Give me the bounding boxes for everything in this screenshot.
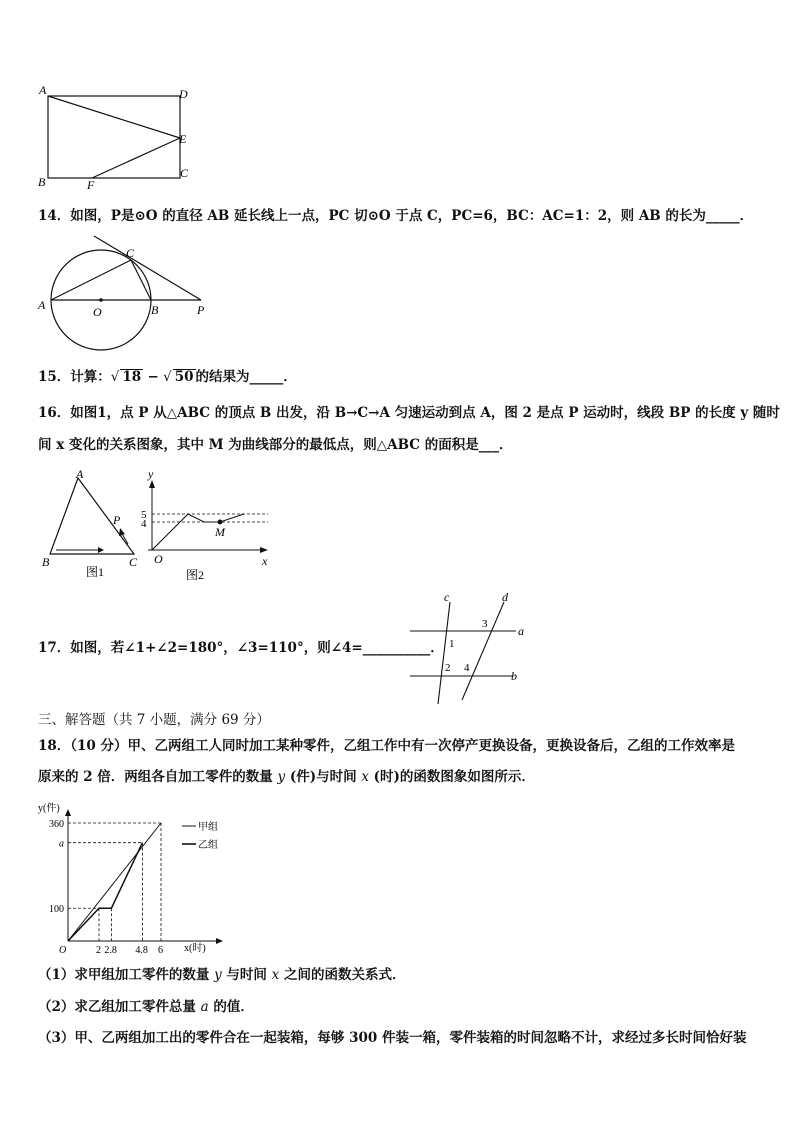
label-b: B — [151, 303, 159, 317]
y-tick-label: 360 — [49, 819, 64, 830]
caption-fig1: 图1 — [86, 565, 105, 579]
y-tick-label: 100 — [49, 904, 64, 916]
y-axis-arrow — [149, 480, 155, 488]
figure-16-2-graph — [138, 462, 278, 586]
segment-fe — [92, 138, 180, 178]
angle-4: 4 — [464, 662, 470, 674]
section-3-heading: 三、解答题（共 7 小题，满分 69 分） — [38, 712, 270, 728]
y-axis-label: y(件) — [38, 803, 60, 814]
minus-sign: − — [147, 369, 159, 385]
label-x: x — [262, 554, 268, 568]
segment-ac — [51, 260, 131, 300]
point-m — [218, 520, 223, 525]
label-a: a — [518, 624, 524, 638]
arrow-ca-head — [119, 528, 125, 536]
label-d: d — [502, 590, 508, 604]
question-16-line2: 间 x 变化的关系图象，其中 M 为曲线部分的最低点，则△ABC 的面积是___． — [38, 437, 513, 453]
question-16-line1: 16．如图1，点 P 从△ABC 的顶点 B 出发，沿 B→C→A 匀速运动到点 A，图 2 是点 P 运动时，线段 BP 的长度 y 随时 — [38, 405, 780, 421]
segment-bc — [131, 260, 151, 300]
question-18-line2 — [38, 766, 535, 788]
y-axis-arrow — [65, 809, 71, 816]
label-c: C — [129, 555, 138, 569]
angle-2: 2 — [445, 662, 451, 674]
q15-suffix: 的结果为_____． — [195, 369, 297, 385]
label-p: P — [197, 303, 205, 317]
label-e: E — [179, 132, 187, 146]
label-p: P — [113, 513, 121, 527]
label-m: M — [215, 525, 225, 539]
question-18-line1: 18．（10 分）甲、乙两组工人同时加工某种零件，乙组工作中有一次停产更换设备，更换设备后，乙组的工作效率是 — [38, 738, 736, 754]
series-line-jia — [68, 823, 161, 941]
label-d: D — [179, 87, 188, 101]
question-14: 14．如图，P是⊙O 的直径 AB 延长线上一点，PC 切⊙O 于点 C，PC=6，BC：AC=1：2，则 AB 的长为_____． — [38, 208, 754, 224]
line-d — [462, 602, 504, 700]
tick-5: 5 — [141, 509, 147, 521]
label-b: B — [42, 555, 50, 569]
sub1-text-c: 之间的函数关系式． — [279, 967, 406, 983]
rectangle-abcd — [48, 96, 180, 178]
segment-ae — [48, 96, 180, 138]
caption-fig2: 图2 — [186, 568, 205, 582]
sub2-text-a: （2）求乙组加工零件总量 — [38, 999, 201, 1015]
x-tick-label: 4.8 — [135, 945, 148, 956]
arrow-bc-head — [98, 547, 104, 553]
radicand-2: 50 — [174, 369, 194, 385]
sub2-var-a: a — [200, 999, 209, 1015]
var-x: x — [361, 769, 369, 785]
legend-label: 甲组 — [198, 822, 218, 833]
figure-rectangle — [36, 82, 206, 194]
figure-17-parallel-lines — [404, 588, 538, 710]
q18-text-c: (时)的函数图象如图所示． — [368, 769, 535, 785]
figure-16-1-triangle — [36, 466, 146, 584]
y-tick-label: a — [59, 838, 64, 850]
radicand-1: 18 — [122, 369, 142, 385]
label-c: C — [180, 166, 189, 180]
question-17: 17．如图，若∠1+∠2=180°，∠3=110°，则∠4=__________． — [38, 640, 444, 656]
x-tick-label: 2.8 — [104, 945, 117, 956]
label-y: y — [148, 467, 154, 481]
x-axis-arrow — [216, 938, 223, 944]
question-18-sub2 — [38, 996, 254, 1018]
chart-18 — [30, 800, 230, 958]
question-15: 15．计算：√ 18 − √ 50 的结果为_____． — [38, 369, 297, 385]
label-c: c — [444, 590, 450, 604]
q18-text-b: (件)与时间 — [285, 769, 362, 785]
label-a: A — [38, 298, 46, 312]
label-a: A — [76, 467, 84, 481]
x-axis-label: x(时) — [184, 943, 206, 954]
sub2-text-b: 的值． — [208, 999, 254, 1015]
label-o: O — [154, 552, 163, 566]
label-a: A — [39, 83, 47, 97]
graph-curve — [152, 514, 244, 550]
question-18-sub1 — [38, 964, 405, 986]
x-tick-label: 2 — [96, 945, 101, 956]
label-c: C — [126, 246, 135, 260]
x-tick-label: 6 — [158, 945, 163, 956]
label-f: F — [87, 178, 95, 192]
var-y: y — [277, 769, 286, 785]
sub1-text-a: （1）求甲组加工零件的数量 — [38, 967, 215, 983]
question-18-sub3: （3）甲、乙两组加工出的零件合在一起装箱，每够 300 件装一箱，零件装箱的时间忽略不计，求经过多长时间恰好装 — [38, 1030, 747, 1046]
x-tick-label: O — [59, 945, 67, 956]
tangent-pc — [94, 236, 201, 300]
sub1-var-x: x — [271, 967, 280, 983]
q18-text-a: 原来的 2 倍．两组各自加工零件的数量 — [38, 769, 278, 785]
angle-3: 3 — [482, 618, 488, 630]
q15-prefix: 15．计算： — [38, 369, 111, 385]
x-axis-arrow — [260, 547, 268, 553]
label-o: O — [93, 305, 102, 319]
line-c — [438, 602, 450, 704]
figure-circle-tangent — [34, 230, 224, 358]
triangle-abc — [50, 478, 134, 554]
angle-1: 1 — [449, 638, 455, 650]
label-b: b — [511, 669, 517, 683]
tick-4: 4 — [141, 518, 147, 530]
sub1-var-y: y — [214, 967, 222, 983]
sub1-text-b: 与时间 — [221, 967, 272, 983]
legend-label: 乙组 — [198, 840, 218, 851]
label-b: B — [38, 175, 46, 189]
center-point-o — [99, 298, 103, 302]
